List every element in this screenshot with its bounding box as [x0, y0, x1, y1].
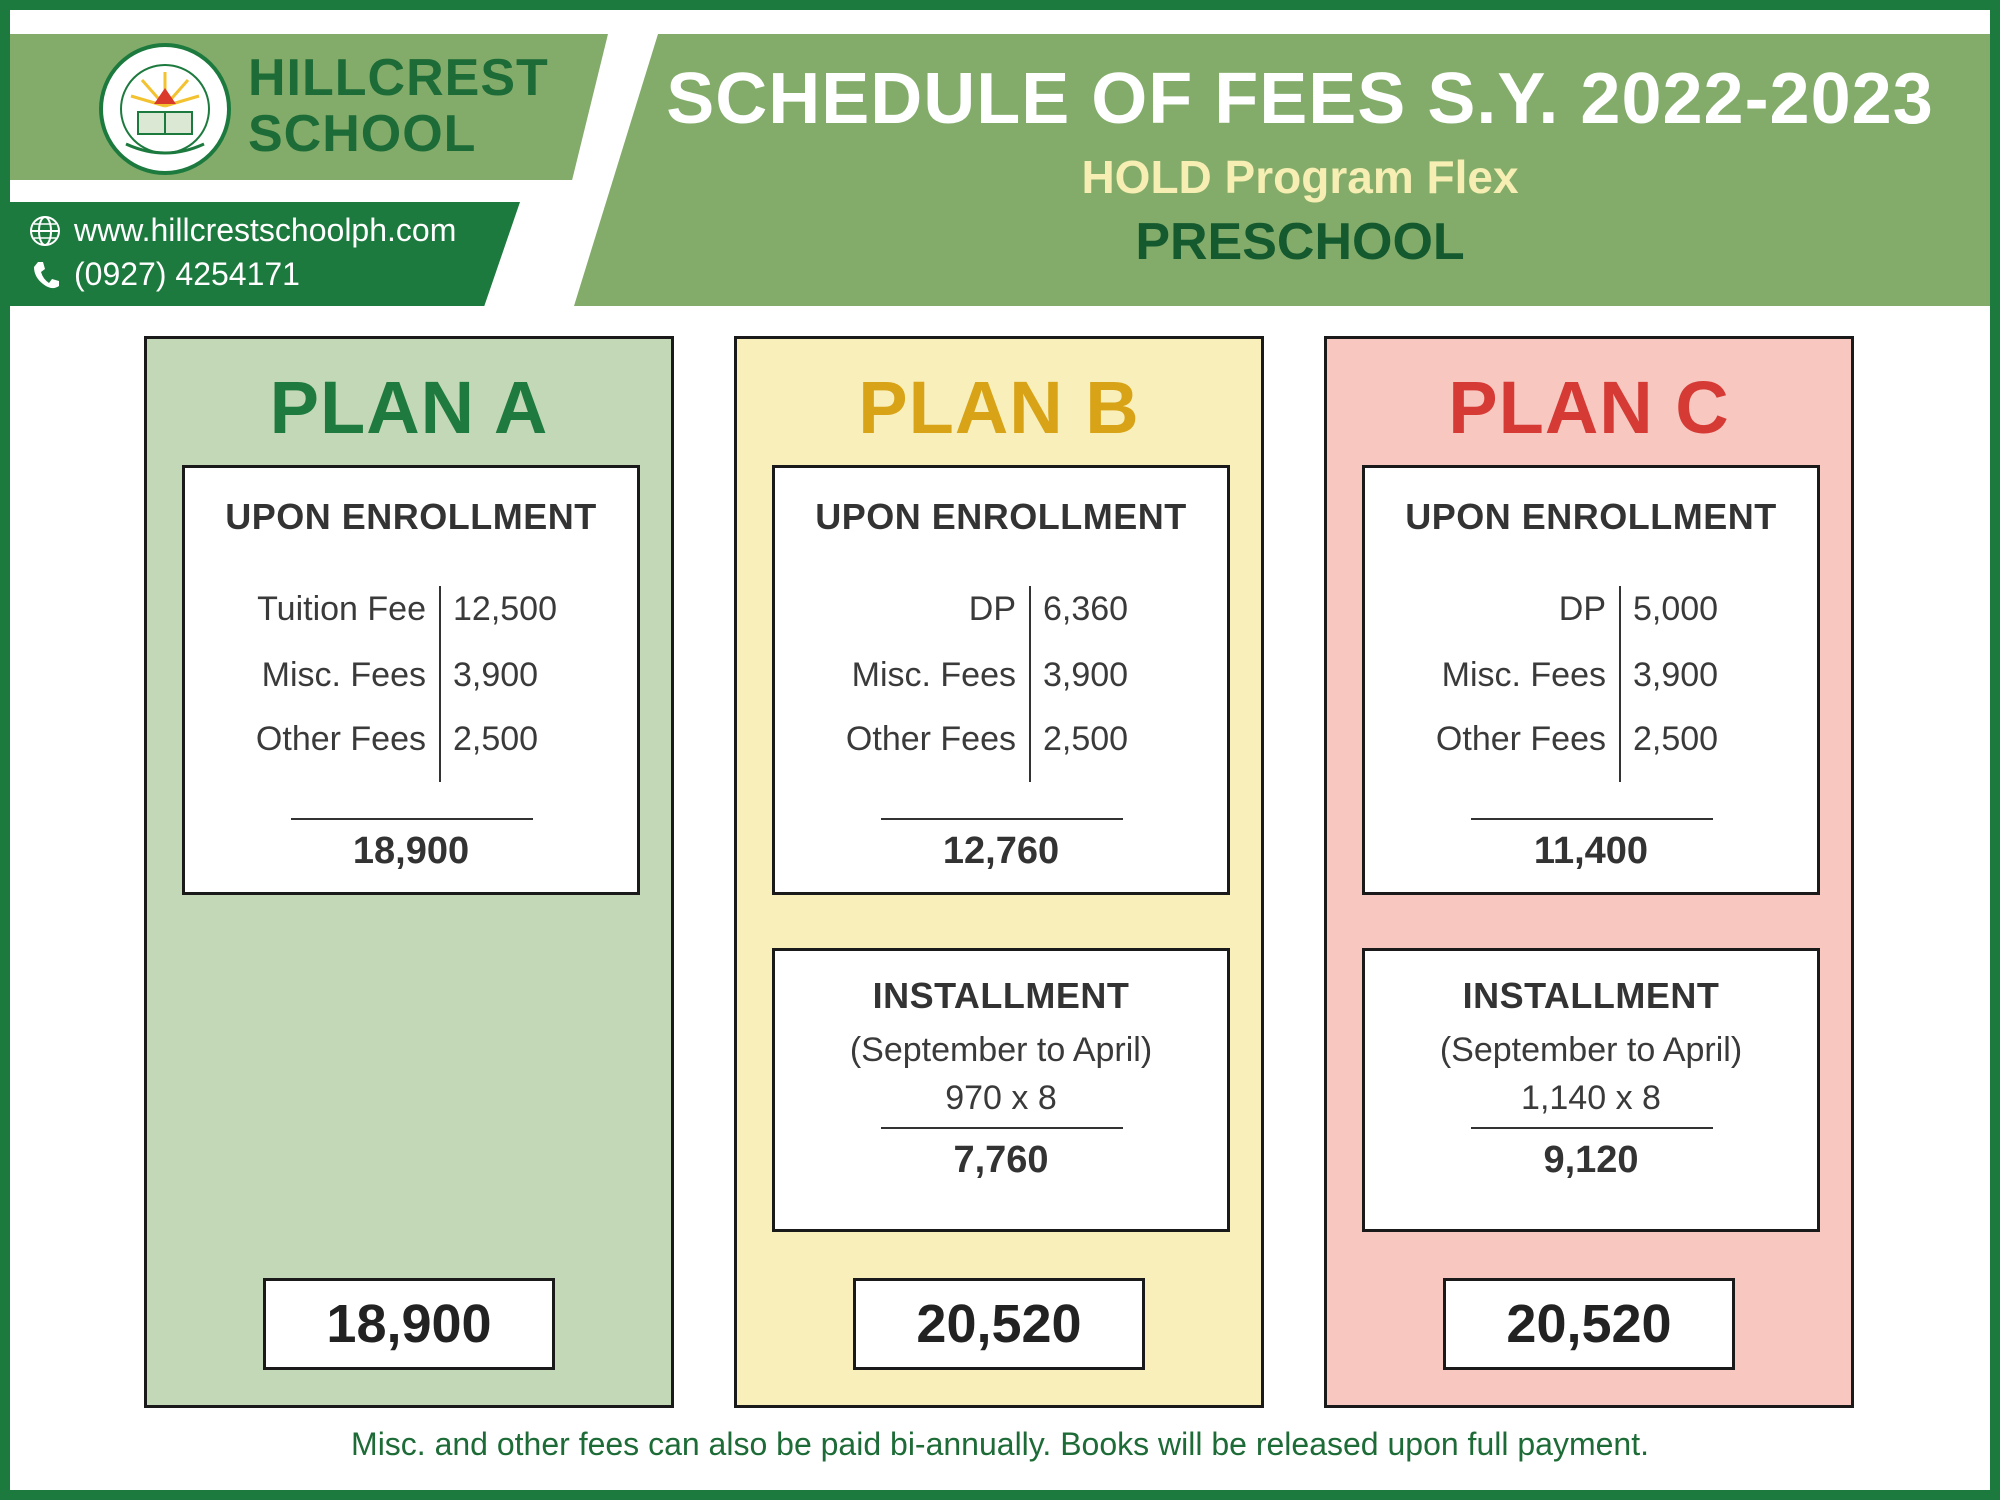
- total-divider: [881, 818, 1123, 820]
- plan-c-panel: [1324, 336, 1854, 1408]
- fee-row: [185, 656, 637, 708]
- fee-row: [185, 590, 637, 642]
- footnote: Misc. and other fees can also be paid bi-annually. Books will be released upon full payment.: [351, 1426, 1649, 1462]
- fee-row: [775, 590, 1227, 642]
- phone-icon: [28, 258, 62, 292]
- fee-label: Tuition Fee: [257, 590, 426, 628]
- website-row[interactable]: [28, 212, 456, 249]
- enrollment-heading: UPON ENROLLMENT: [1405, 496, 1777, 537]
- installment-formula: 970 x 8: [945, 1079, 1057, 1117]
- fee-value: 12,500: [453, 590, 557, 628]
- fee-label: Misc. Fees: [1441, 656, 1606, 694]
- school-seal-logo: [98, 42, 232, 176]
- column-divider: [1619, 586, 1621, 782]
- plan-a-panel: [144, 336, 674, 1408]
- enrollment-total: 12,760: [942, 830, 1060, 872]
- installment-total: 7,760: [953, 1139, 1049, 1181]
- installment-period: (September to April): [1439, 1031, 1743, 1069]
- fee-value: 3,900: [1043, 656, 1129, 694]
- installment-formula: 1,140 x 8: [1521, 1079, 1661, 1117]
- fee-row: [1365, 590, 1817, 642]
- school-name-line2: SCHOOL: [248, 105, 477, 163]
- enrollment-heading: UPON ENROLLMENT: [815, 496, 1187, 537]
- grand-total: 20,520: [1443, 1278, 1735, 1370]
- enrollment-card: [182, 465, 640, 895]
- globe-icon: [28, 214, 62, 248]
- total-divider: [1471, 818, 1713, 820]
- fee-row: [775, 720, 1227, 772]
- fee-row: [775, 656, 1227, 708]
- page-title: SCHEDULE OF FEES S.Y. 2022-2023: [666, 59, 1934, 139]
- fee-value: 2,500: [1633, 720, 1719, 758]
- total-divider: [291, 818, 533, 820]
- installment-heading: INSTALLMENT: [1462, 975, 1720, 1016]
- installment-card: [772, 948, 1230, 1232]
- fee-label: DP: [968, 590, 1016, 628]
- phone-number[interactable]: (0927) 4254171: [74, 256, 300, 292]
- fee-value: 5,000: [1633, 590, 1719, 628]
- fee-value: 3,900: [1633, 656, 1719, 694]
- fee-label: Misc. Fees: [851, 656, 1016, 694]
- column-divider: [1029, 586, 1031, 782]
- fee-label: Other Fees: [1435, 720, 1606, 758]
- installment-card: [1362, 948, 1820, 1232]
- installment-total: 9,120: [1543, 1139, 1639, 1181]
- fee-label: Misc. Fees: [261, 656, 426, 694]
- fee-label: Other Fees: [845, 720, 1016, 758]
- school-name: [248, 50, 549, 162]
- school-name-line1: HILLCREST: [248, 49, 549, 107]
- fee-value: 2,500: [453, 720, 539, 758]
- plan-title: PLAN B: [858, 366, 1140, 449]
- grand-total: 18,900: [263, 1278, 555, 1370]
- fee-row: [1365, 656, 1817, 708]
- enrollment-heading: UPON ENROLLMENT: [225, 496, 597, 537]
- enrollment-total: 11,400: [1533, 830, 1649, 872]
- plan-b-panel: [734, 336, 1264, 1408]
- program-name: HOLD Program Flex: [1081, 151, 1519, 203]
- grand-total: 20,520: [853, 1278, 1145, 1370]
- website-link[interactable]: www.hillcrestschoolph.com: [74, 212, 457, 248]
- fee-row: [1365, 720, 1817, 772]
- enrollment-total: 18,900: [352, 830, 470, 872]
- fee-label: DP: [1558, 590, 1606, 628]
- fee-label: Other Fees: [255, 720, 426, 758]
- total-divider: [1471, 1127, 1713, 1129]
- total-divider: [881, 1127, 1123, 1129]
- enrollment-card: [772, 465, 1230, 895]
- plan-title: PLAN C: [1448, 366, 1730, 449]
- fee-value: 6,360: [1043, 590, 1129, 628]
- installment-heading: INSTALLMENT: [872, 975, 1130, 1016]
- installment-period: (September to April): [849, 1031, 1153, 1069]
- column-divider: [439, 586, 441, 782]
- fee-row: [185, 720, 637, 772]
- phone-row[interactable]: [28, 256, 300, 293]
- plan-title: PLAN A: [269, 366, 549, 449]
- fee-value: 2,500: [1043, 720, 1129, 758]
- enrollment-card: [1362, 465, 1820, 895]
- school-level: PRESCHOOL: [1135, 213, 1465, 271]
- fee-value: 3,900: [453, 656, 539, 694]
